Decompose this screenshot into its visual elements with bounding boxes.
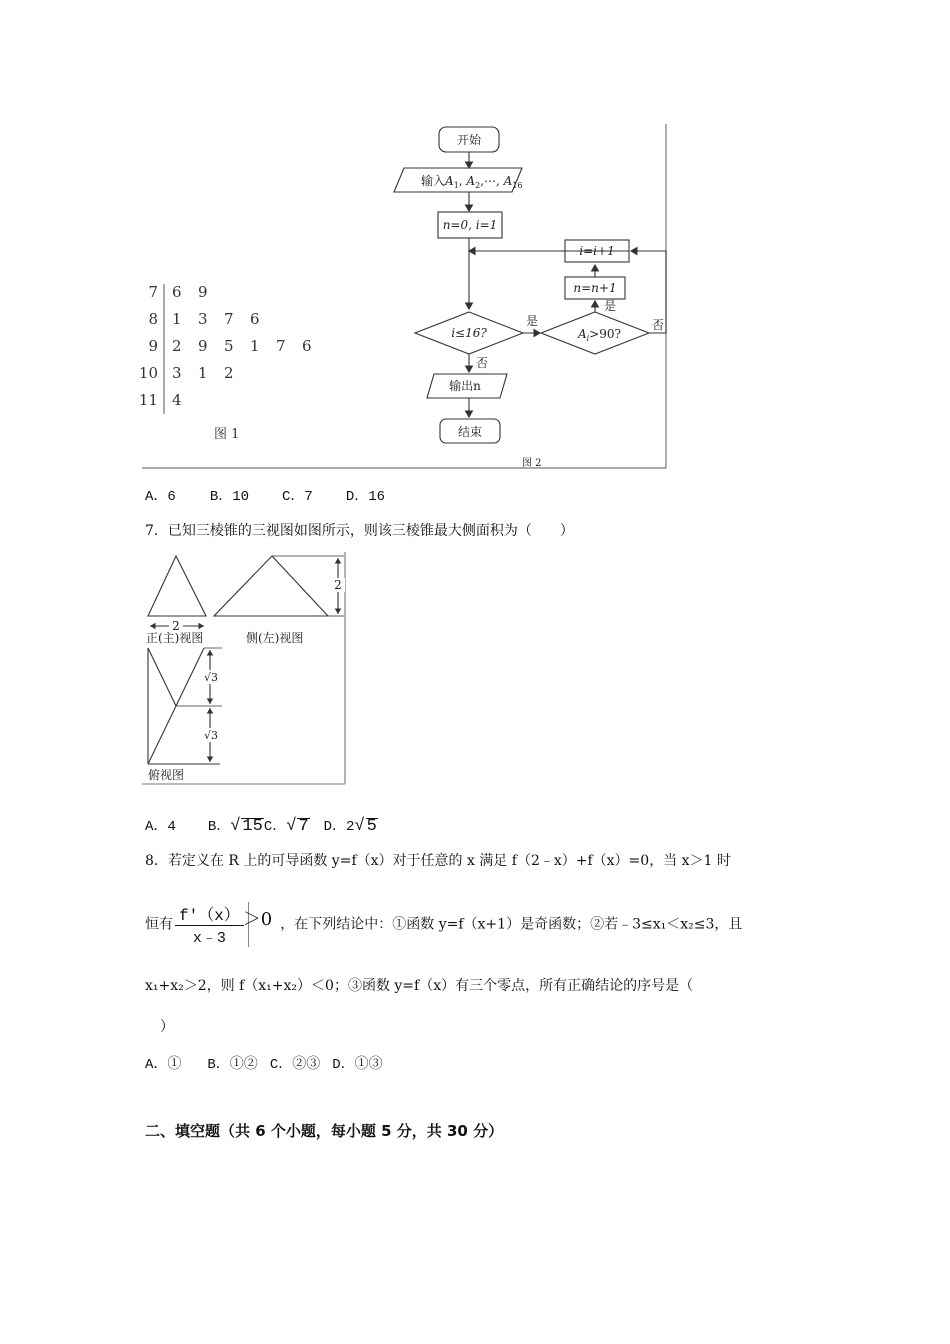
stem-value: 11: [138, 391, 158, 409]
q7-option-d[interactable]: D．2√ 5: [323, 817, 377, 836]
flow-yes-1: 是: [526, 314, 539, 328]
leaf-value: 1: [172, 310, 182, 328]
stem-value: 7: [148, 283, 158, 301]
q6-figure: [138, 124, 668, 470]
leaf-value: 6: [302, 337, 312, 355]
q8-options: [145, 1053, 383, 1073]
side-view-label: 侧(左)视图: [246, 631, 304, 645]
top-view: [148, 648, 222, 764]
q7-figure-svg: [142, 550, 348, 786]
front-view-label: 正(主)视图: [146, 631, 204, 645]
top-dim-label-2: √3: [204, 729, 219, 742]
flowchart-caption: 图 2: [522, 458, 542, 469]
q7-option-b[interactable]: B．√ 15: [207, 817, 263, 836]
q8-line-2: 恒有 $\frac{f'(x)}{x﹣3}$ ＞0 ，在下列结论中：①函数 y=f（x+1）是奇函数；②若﹣3≤x₁＜x₂≤3，且: [145, 902, 742, 947]
front-view-triangle: [148, 556, 206, 616]
q7-options: [145, 815, 378, 836]
leaf-value: 3: [198, 310, 208, 328]
leaf-value: 7: [224, 310, 234, 328]
q8-option-b[interactable]: B．①②: [207, 1057, 258, 1073]
flow-update-i-text: i=i+1: [579, 244, 615, 258]
q6-figure-svg: [138, 124, 668, 470]
stem-value: 9: [148, 337, 158, 355]
leaf-value: 9: [198, 283, 208, 301]
q6-option-a[interactable]: A．6: [145, 489, 176, 505]
q8-line-1: 8．若定义在 R 上的可导函数 y=f（x）对于任意的 x 满足 f（2﹣x）+f（x）=0，当 x＞1 时: [145, 853, 731, 869]
stem-leaf-caption: 图 1: [214, 427, 240, 442]
q7-stem: 7．已知三棱锥的三视图如图所示，则该三棱锥最大侧面积为（ ）: [145, 523, 574, 539]
flow-end-text: 结束: [457, 425, 483, 439]
flow-no-1: 否: [476, 356, 489, 370]
flow-update-n-text: n=n+1: [573, 281, 617, 295]
q8-option-c[interactable]: C．②③: [269, 1057, 321, 1073]
flow-yes-2: 是: [604, 299, 617, 313]
q6-option-d[interactable]: D．16: [345, 489, 386, 505]
leaf-value: 7: [276, 337, 286, 355]
flow-cond1-text: i≤16?: [451, 326, 487, 340]
q6-option-b[interactable]: B．10: [209, 489, 250, 505]
section-2-heading: 二、填空题（共 6 个小题，每小题 5 分，共 30 分）: [145, 1122, 504, 1140]
q7-figure: [142, 550, 348, 786]
top-view-label: 俯视图: [148, 768, 185, 782]
flow-cond2-text: $A_i>90$?: [578, 327, 621, 343]
q8-option-a[interactable]: A．①: [145, 1057, 182, 1073]
q6-options: [145, 485, 385, 505]
side-view-triangle: [214, 556, 328, 616]
leaf-value: 2: [172, 337, 182, 355]
stem-leaf-plot: [139, 283, 312, 442]
top-dim-label-1: √3: [204, 671, 219, 684]
flow-no-2: 否: [652, 318, 665, 332]
q8-line-3: x₁+x₂＞2，则 f（x₁+x₂）＜0；③函数 y=f（x）有三个零点，所有正确结论的序号是（: [145, 978, 694, 994]
leaf-value: 3: [172, 364, 182, 382]
side-dim-label: 2: [334, 578, 342, 592]
flow-start-text: 开始: [456, 133, 482, 147]
leaf-value: 2: [224, 364, 234, 382]
flow-output-text: 输出n: [449, 379, 481, 393]
leaf-value: 6: [172, 283, 182, 301]
leaf-value: 5: [224, 337, 234, 355]
leaf-value: 1: [198, 364, 208, 382]
q7-option-a[interactable]: A．4: [145, 819, 176, 835]
q8-line-4: ）: [160, 1019, 174, 1035]
q6-option-c[interactable]: C．7: [282, 489, 313, 505]
leaf-value: 6: [250, 310, 260, 328]
q8-option-d[interactable]: D．①③: [332, 1057, 383, 1073]
front-dim-label: 2: [172, 619, 180, 633]
leaf-value: 1: [250, 337, 260, 355]
q8-fraction: $\frac{f'(x)}{x﹣3}$: [175, 902, 249, 947]
flow-init-text: n=0, i=1: [442, 218, 498, 232]
stem-value: 8: [148, 310, 158, 328]
q7-option-c[interactable]: C．√ 7: [263, 817, 309, 836]
leaf-value: 4: [172, 391, 182, 409]
leaf-value: 9: [198, 337, 208, 355]
flow-input-text: 输入$A_1$, $A_2,\cdots$, $A_{16}$: [421, 174, 523, 190]
stem-value: 10: [138, 364, 158, 382]
